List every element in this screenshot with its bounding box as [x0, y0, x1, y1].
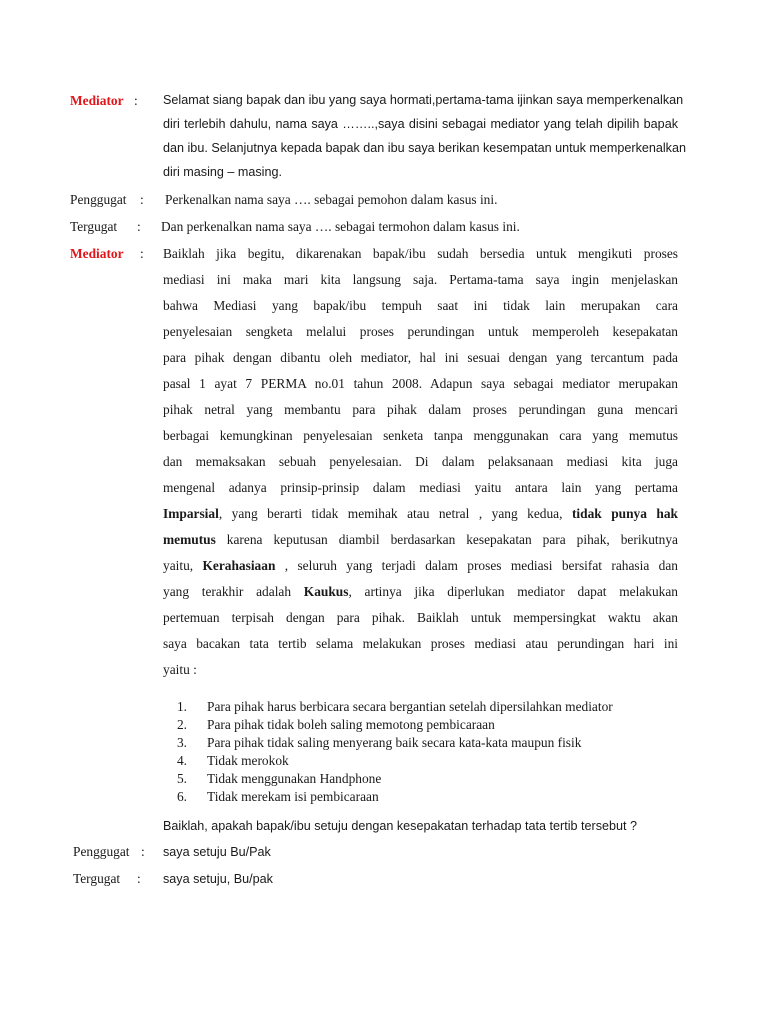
list-item	[163, 698, 678, 716]
penggugat-intro	[165, 187, 680, 213]
mediator-question	[163, 813, 678, 839]
text-run: , yang berarti tidak memihak atau netral , yang kedua,	[218, 506, 563, 521]
mediator-explanation-paragraph	[163, 241, 678, 683]
list-item	[163, 716, 678, 734]
list-number: 5.	[176, 771, 187, 786]
text-line: berbagai kemungkinan penyelesaian senketa tanpa menggunakan cara yang memutus	[163, 428, 678, 443]
text-line	[163, 501, 678, 527]
list-item	[163, 734, 678, 752]
speaker-label: Tergugat	[70, 219, 118, 234]
speaker-colon: :	[137, 871, 141, 886]
speaker-mediator-1	[70, 88, 162, 114]
term-kerahasiaan: Kerahasiaan	[202, 558, 276, 573]
speaker-colon: :	[141, 844, 145, 859]
list-text: Tidak menggunakan Handphone	[207, 771, 382, 786]
text-line: yaitu :	[163, 662, 197, 677]
text-line: pihak netral yang membantu para pihak dalam proses perundingan guna mencari	[163, 402, 678, 417]
list-number: 6.	[176, 789, 187, 804]
speaker-label: Mediator	[70, 93, 124, 108]
text-line: bahwa Mediasi yang bapak/ibu tempuh saat ini tidak lain merupakan cara	[163, 298, 678, 313]
speaker-colon: :	[137, 219, 141, 234]
text-run: yaitu,	[163, 558, 194, 573]
text-run: , seluruh yang terjadi dalam proses mediasi bersifat rahasia dan	[284, 558, 678, 573]
text-line: diri masing – masing.	[163, 165, 282, 179]
text-line: penyelesaian sengketa melalui proses perundingan untuk memperoleh kesepakatan	[163, 324, 678, 339]
list-number: 4.	[176, 753, 187, 768]
text-run: , artinya jika diperlukan mediator dapat melakukan	[348, 584, 679, 599]
speaker-tergugat-2	[73, 866, 165, 892]
list-text: Para pihak tidak saling menyerang baik secara kata-kata maupun fisik	[207, 735, 582, 750]
list-number: 1.	[176, 699, 187, 714]
text-line	[163, 579, 678, 605]
speaker-label: Tergugat	[73, 871, 121, 886]
speaker-penggugat-1	[70, 187, 162, 213]
list-item	[163, 752, 678, 770]
text-line: Selamat siang bapak dan ibu yang saya hormati,pertama-tama ijinkan saya memperkenalkan	[163, 93, 684, 107]
list-item	[163, 788, 678, 806]
speaker-mediator-2	[70, 241, 162, 267]
text-line: saya bacakan tata tertib selama melakukan proses mediasi atau perundingan hari ini	[163, 636, 678, 651]
list-text: Tidak merekam isi pembicaraan	[207, 789, 379, 804]
tergugat-answer	[163, 866, 678, 892]
list-text: Tidak merokok	[207, 753, 289, 768]
text-line: diri terlebih dahulu, nama saya ……..,saya disini sebagai mediator yang telah dipilih bapak	[163, 117, 678, 131]
text-line: pertemuan terpisah dengan para pihak. Baiklah untuk mempersingkat waktu akan	[163, 610, 678, 625]
speaker-colon: :	[140, 246, 144, 261]
rules-list	[163, 698, 678, 806]
term-memutus: memutus	[163, 532, 216, 547]
speaker-tergugat-1	[70, 214, 162, 240]
text-line: para pihak dengan dibantu oleh mediator, hal ini sesuai dengan yang tercantum pada	[163, 350, 678, 365]
speaker-penggugat-2	[73, 839, 165, 865]
speaker-label: Penggugat	[70, 192, 127, 207]
term-imparsial: Imparsial	[163, 506, 219, 521]
speaker-label: Mediator	[70, 246, 124, 261]
tergugat-intro	[161, 214, 676, 240]
mediator-intro-paragraph	[163, 88, 686, 184]
text-line: Perkenalkan nama saya …. sebagai pemohon dalam kasus ini.	[165, 192, 498, 207]
text-line: Baiklah jika begitu, dikarenakan bapak/ibu sudah bersedia untuk mengikuti proses	[163, 246, 678, 261]
list-number: 3.	[176, 735, 187, 750]
text-line: dan memaksakan sebuah penyelesaian. Di dalam pelaksanaan mediasi kita juga	[163, 454, 678, 469]
term-tidak-punya-hak: tidak punya hak	[571, 506, 678, 521]
speaker-label: Penggugat	[73, 844, 130, 859]
text-line: pasal 1 ayat 7 PERMA no.01 tahun 2008. Adapun saya sebagai mediator merupakan	[163, 376, 678, 391]
text-line	[163, 527, 678, 553]
speaker-colon: :	[134, 93, 138, 108]
text-line: saya setuju, Bu/pak	[163, 872, 273, 886]
text-line: saya setuju Bu/Pak	[163, 845, 271, 859]
list-item	[163, 770, 678, 788]
list-text: Para pihak tidak boleh saling memotong pembicaraan	[207, 717, 495, 732]
text-line: dan ibu. Selanjutnya kepada bapak dan ibu saya berikan kesempatan untuk memperkenalkan	[163, 141, 686, 155]
text-line: mengenal adanya prinsip-prinsip dalam mediasi yaitu antara lain yang pertama	[163, 480, 678, 495]
list-number: 2.	[176, 717, 187, 732]
text-line: Dan perkenalkan nama saya …. sebagai termohon dalam kasus ini.	[161, 219, 520, 234]
speaker-colon: :	[140, 192, 144, 207]
text-line	[163, 553, 678, 579]
term-kaukus: Kaukus	[303, 584, 349, 599]
text-line: Baiklah, apakah bapak/ibu setuju dengan kesepakatan terhadap tata tertib tersebut ?	[163, 819, 638, 833]
text-line: mediasi ini maka mari kita langsung saja. Pertama-tama saya ingin menjelaskan	[163, 272, 678, 287]
text-run: karena keputusan diambil berdasarkan kesepakatan para pihak, berikutnya	[226, 532, 678, 547]
list-text: Para pihak harus berbicara secara bergantian setelah dipersilahkan mediator	[207, 699, 613, 714]
penggugat-answer	[163, 839, 678, 865]
text-run: yang terakhir adalah	[163, 584, 292, 599]
